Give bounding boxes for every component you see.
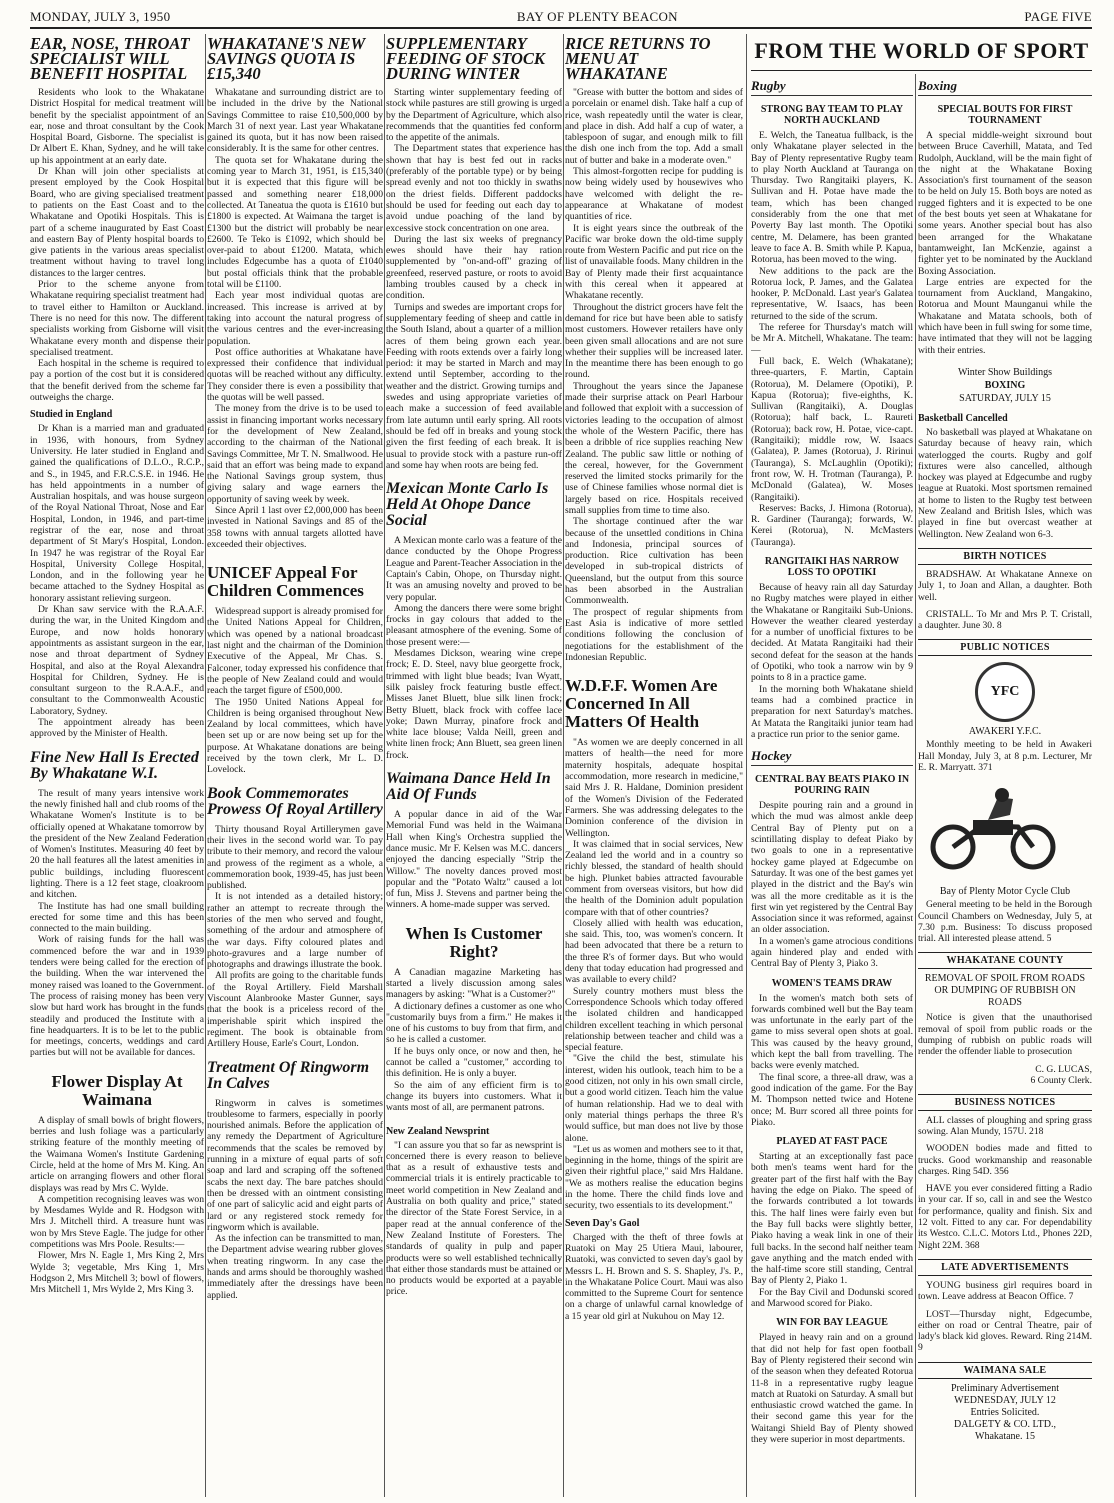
article-paragraph: Closely allied with health was education, she said. This, too, was women's concern. It had been advocated that there be a return to the three R's of former days. But who would deny that today education had progressed and was available to every child? xyxy=(565,917,743,986)
headline-wdff: W.D.F.F. Women Are Concerned In All Matters Of Health xyxy=(565,676,718,732)
business-notice: HAVE you ever considered fitting a Radio in your car. If so, call in and see the Westco for performance, quality and finish. Six and 12 volt. Fitted to any car. For dependability its Westco. C.L.C. Motors Ltd., Phones 22D, Night 22M. 368 xyxy=(918,1183,1092,1251)
article-paragraph: The referee for Thursday's match will be Mr A. Mitchell, Whakatane. The team:— xyxy=(751,322,913,356)
article-paragraph: New additions to the pack are the Rotorua lock, P. James, and the Galatea hooker, P. McDonald. Last year's Galatea representative, W. Isaacs, has been returned to the side of the scrum. xyxy=(751,265,913,322)
section-boxing: Boxing xyxy=(918,78,1092,96)
article-paragraph: Flower, Mrs N. Eagle 1, Mrs King 2, Mrs Wylde 3; vegetable, Mrs King 1, Mrs Hodgson 2, Mrs Mitchell 3; bowl of flowers, Mrs Mitchell 1, Mrs Wylde 2, Mrs King 3. xyxy=(30,1250,204,1296)
article-paragraph: As the infection can be transmitted to man, the Department advise wearing rubber gloves when treating ringworm. In any case the hands and arms should be thoroughly washed immediately after the dressings have been applied. xyxy=(207,1233,383,1301)
column-1 xyxy=(30,34,204,1497)
headline-new-hall: Fine New Hall Is Erected By Whakatane W.I. xyxy=(30,748,199,782)
headline-supplementary-feeding: SUPPLEMENTARY FEEDING OF STOCK DURING WINTER xyxy=(386,34,545,83)
column-divider xyxy=(563,34,564,1497)
column-divider xyxy=(205,34,206,1497)
article-paragraph: The prospect of regular shipments from East Asia is indicative of more settled conditions following the conclusion of negotiations for the establishment of the Indonesian Republic. xyxy=(565,606,743,663)
article-paragraph: "Give the child the best, stimulate his interest, widen his outlook, teach him to be a good citizen, not only in his own small circle, but a good world citizen. Teach him the value of human relationship. Had we to deal with only material things perhaps the three R's would suffice, but man does not live by those alone. xyxy=(565,1053,743,1144)
article-paragraph: A competition recognising leaves was won by Mesdames Wylde and R. Hodgson with Mrs J. Mitchell third. A treasure hunt was won by Mrs Steve Eagle. The judge for other competitions was Mrs Poole. Results:— xyxy=(30,1193,204,1251)
header-rule xyxy=(30,27,1092,29)
public-notice: General meeting to be held in the Borough Council Chambers on Wednesday, July 5, at 7.30 p.m. Business: To discuss proposed trial. All interested please attend. 5 xyxy=(918,899,1092,945)
column-4 xyxy=(565,34,743,1497)
article-paragraph: Work of raising funds for the hall was commenced before the war and in 1939 tenders were being called for the erection of the building. When the war intervened the money raised was loaned to the Government. The process of raising money has been very slow but hard work has brought in the funds steadily and produced the Institute with a fine headquarters. It is to be let to the public for meetings, concerts, weddings and card parties but will not be available for dances. xyxy=(30,934,204,1059)
article-paragraph: A popular dance in aid of the War Memorial Fund was held in the Waimana Hall when King's Orchestra supplied the dance music. Mr F. Kelsen was M.C. dancers enjoyed the dancing especially "Strip the Willow." The novelty dances proved most popular and the "Potato Waltz" caused a lot of fun, Miss J. Stevens and partner being the winners. A home-made supper was served. xyxy=(386,809,562,911)
headline-rugby-team: STRONG BAY TEAM TO PLAY NORTH AUCKLAND xyxy=(760,104,904,126)
headline-central-bay: CENTRAL BAY BEATS PIAKO IN POURING RAIN xyxy=(754,774,910,797)
sale-line: Entries Solicited. xyxy=(970,1406,1040,1418)
column-divider xyxy=(746,34,747,1497)
article-paragraph: Reserves: Backs, J. Himona (Rotorua), R. Gardiner (Tauranga); forwards, W. Kerei (Rotorua), N. McMasters (Tauranga). xyxy=(751,502,913,548)
headline-rice: RICE RETURNS TO MENU AT WHAKATANE xyxy=(565,34,711,83)
page-number: PAGE FIVE xyxy=(1024,9,1092,24)
issue-date: MONDAY, JULY 3, 1950 xyxy=(30,9,171,24)
article-paragraph: Large entries are expected for the tournament from Auckland, Mangakino, Rotorua and Mount Maunganui while the Whakatane and Matata schools, both of which have been in full swing for some time, have intimated that they will not be lagging with their entries. xyxy=(918,276,1092,356)
subheading: New Zealand Newsprint xyxy=(386,1125,490,1137)
article-paragraph: Mesdames Dickson, wearing wine crepe frock; E. D. Steel, navy blue georgette frock, trimmed with light blue beads; Ivan Wyatt, silk paisley frock featuring bustle effect. Misses Janet Bluett, blue silk linen frock; Betty Bluett, black frock with coffee lace yoke; Dawn Murray, pinafore frock and white lace blouse; Valda Neill, green and white linen frock; Ann Bluett, sea green linen frock. xyxy=(386,648,562,761)
article-paragraph: Ringworm in calves is sometimes troublesome to farmers, especially in poorly nourished animals. Before the application of any remedy the Department of Agriculture recommends that the scales be removed by running in a mixture of equal parts of soft soap and lard and scraping off the softened scabs the next day. The bare patches should then be dressed with an ointment consisting of one part of salicylic acid and eight parts of lard or any registered stock remedy for ringworm which is available. xyxy=(207,1097,383,1233)
public-notice: Monthly meeting to be held in Awakeri Hall Monday, July 3, at 8 p.m. Lecturer, Mr E. R. Marryatt. 371 xyxy=(918,739,1092,773)
headline-ringworm: Treatment Of Ringworm In Calves xyxy=(207,1058,370,1092)
headline-savings-quota: WHAKATANE'S NEW SAVINGS QUOTA IS £15,340 xyxy=(207,34,365,83)
article-paragraph: Starting winter supplementary feeding of stock while pastures are still growing is urged by the Department of Agriculture, which also recommends that the quantities fed conform to the appetite of the animals. xyxy=(386,87,562,144)
sale-line: WEDNESDAY, JULY 12 xyxy=(954,1394,1056,1406)
article-paragraph: Dr Khan is a married man and graduated in 1936, with honours, from Sydney University. He later studied in England and gained the qualifications of D.L.O., R.C.P., and S., in 1945, and F.R.C.S.E. in 1946. He has held appointments in a number of Australian hospitals, and was house surgeon of the Royal National Throat, Nose and Ear Hospital, London, in 1946, and part-time registrar of the ear, nose and throat department of St Mary's Hospital, London. In 1947 he was registrar of the Royal Ear Hospital, University College Hospital, London, and in the following year he became attached to the Sydney Hospital as honorary assistant relieving surgeon. xyxy=(30,423,204,604)
section-hockey: Hockey xyxy=(751,748,913,766)
article-paragraph: "Let us as women and mothers see to it that, beginning in the home, things of the spirit are given their rightful place," said Mrs Haldane. "We as mothers realise the education begins in the home. There the child finds love and security, two essentials to its development." xyxy=(565,1143,743,1212)
births-heading: BIRTH NOTICES xyxy=(918,548,1092,565)
article-paragraph: Throughout the years since the Japanese made their surprise attack on Pearl Harbour and followed that exploit with a succession of victories leading to the occupation of almost the whole of the Western Pacific, there has been a dribble of rice supplies reaching New Zealand. The public saw little or nothing of the cereal, however, for the Government reserved the limited stocks primarily for the use of Chinese families whose normal diet is largely based on rice. Hospitals received small supplies from time to time also. xyxy=(565,380,743,516)
business-notice: WOODEN bodies made and fitted to trucks. Good workmanship and reasonable charges. Ring 54D. 356 xyxy=(918,1143,1092,1177)
awakeri-heading: AWAKERI Y.F.C. xyxy=(968,726,1042,738)
headline-flower-display: Flower Display At Waimana xyxy=(51,1071,183,1109)
public-notices-heading: PUBLIC NOTICES xyxy=(918,639,1092,656)
article-paragraph: Whakatane and surrounding district are to be included in the drive by the National Savings Committee to raise £10,500,000 by March 31 of next year. Last year Whakatane gained its quota, but it has now been raised considerably. It is the same for other centres. xyxy=(207,87,383,155)
headline-specialist: EAR, NOSE, THROAT SPECIALIST WILL BENEFIT HOSPITAL xyxy=(30,34,190,83)
sale-notice xyxy=(918,1383,1092,1443)
boxing-venue: Winter Show Buildings xyxy=(957,366,1053,378)
headline-special-bouts: SPECIAL BOUTS FOR FIRST TOURNAMENT xyxy=(937,104,1073,126)
birth-notice: BRADSHAW. At Whakatane Annexe on July 1, to Joan and Allan, a daughter. Both well. xyxy=(918,568,1092,603)
newspaper-name: BAY OF PLENTY BEACON xyxy=(516,9,678,24)
article-paragraph: The 1950 United Nations Appeal for Children is being organised throughout New Zealand by local committees, which have been set up or are now being set up for the purpose. At Whakatane donations are being received by the town clerk, Mr L. D. Lovelock. xyxy=(207,696,383,776)
article-paragraph: All profits are going to the charitable funds of the Royal Artillery. Field Marshall Viscount Alanbrooke Master Gunner, says that the book is a priceless record of the imperishable spirit which inspired the regiment. The book is obtainable from Artillery House, Earle's Court, London. xyxy=(207,970,383,1050)
article-paragraph: Throughout the district grocers have felt the demand for rice but have been able to satisfy most customers. However retailers have only been given small allocations and are not sure whether their supplies will be increased later. In the meantime there has been enough to go round. xyxy=(565,301,743,381)
article-paragraph: The money from the drive is to be used to assist in financing important works necessary for the development of New Zealand, according to the chairman of the National Savings Committee, Mr T. N. Smallwood. He said that an effort was being made to expand the National Savings group system, thus giving salary and wage earners the opportunity of saving week by week. xyxy=(207,403,383,505)
column-2 xyxy=(207,34,383,1497)
article-paragraph: The quota set for Whakatane during the coming year to March 31, 1951, is £15,340 but it is expected that this figure will be passed and something nearer £18,000 collected. At Taneatua the quota is £1610 but £1800 is expected. At Waimana the target is £1300 but the district will probably be near £2600. Te Teko is £1092, which should be over-paid to about £1200. Matata, which includes Edgecumbe has a quota of £1040 but postal officials think that the probable total will be £1100. xyxy=(207,154,383,291)
article-paragraph: Thirty thousand Royal Artillerymen gave their lives in the second world war. To pay tribute to their memory, and record the valour and prowess of the regiment as a whole, a commemoration book, 1939-45, has just been published. xyxy=(207,823,383,892)
headline-royal-artillery: Book Commemorates Prowess Of Royal Artillery xyxy=(207,784,383,818)
sport-rule xyxy=(751,70,1092,71)
article-paragraph: A display of small bowls of bright flowers, berries and lush foliage was a particularly striking feature of the monthly meeting of the Waimana Women's Institute Gardening Circle, held at the home of Mrs M. King. An article on arranging flowers and other floral displays was read by Mrs C. Wylde. xyxy=(30,1114,204,1194)
sale-heading: WAIMANA SALE xyxy=(918,1362,1092,1379)
column-divider xyxy=(915,74,916,1497)
article-paragraph: "As women we are deeply concerned in all matters of health—the need for more maternity hospitals, adequate hospital accommodation, more research in medicine," said Mrs J. R. Haldane, Dominion president of the Women's Division of the Federated Farmers. She was addressing delegates to the Dominion conference of the division in Wellington. xyxy=(565,737,743,839)
article-paragraph: E. Welch, the Taneatua fullback, is the only Whakatane player selected in the Bay of Plenty representative Rugby team to play North Auckland at Tauranga on Thursday. Two Rangitaiki players, K. Sullivan and H. Potae have made the team, which has been changed considerably from the one that met Poverty Bay last month. The Opotiki centre, M. Delamere, has been granted leave to face A. B. Smith while P. Kapua, Rotorua, has been moved to the wing. xyxy=(751,130,913,266)
article-paragraph: In a women's game atrocious conditions again hindered play and ended with Central Bay of Plenty 3, Piako 3. xyxy=(751,935,913,970)
boxing-label: BOXING xyxy=(984,379,1026,391)
article-paragraph: Full back, E. Welch (Whakatane); three-quarters, F. Martin, Captain (Rotorua), M. Delamere (Opotiki), P. Kapua (Rotorua); five-eighths, K. Sullivan (Rangitaiki), A. Douglas (Rotorua); half back, L. Raureti (Rotorua); back row, H. Potae, vice-capt. (Rangitaiki); middle row, W. Isaacs (Galatea), P. James (Rotorua), J. Ririnui (Tauranga), S. McLaughlin (Opotiki); front row, W. H. Trotman (Tauranga), P. McDonald (Galatea), W. Moses (Rangitaiki). xyxy=(751,355,913,503)
article-paragraph: A special middle-weight sixround bout between Bruce Caverhill, Matata, and Ted Rudolph, Auckland, will be the main fight of the night at the Whakatane Boxing Association's first tournament of the season to be held on July 15. Both boys are noted as rugged fighters and it is expected to be one of the best bouts yet seen at Whakatane for some years. Another special bout has also been arranged for the Whakatane bantamweight, Ian McKenzie, against a fighter yet to be nominated by the Auckland Boxing Association. xyxy=(918,130,1092,277)
sport-title: FROM THE WORLD OF SPORT xyxy=(754,38,1089,63)
yfc-logo-text: YFC xyxy=(990,684,1020,700)
article-paragraph: Starting at an exceptionally fast pace both men's teams went hard for the greater part of the first half with the Bay having the edge on Piako. The speed of the forwards contributed a lot towards this. The half lines were fairly even but the Bay full backs were slightly better, Piako having a weak link in one of their full backs. In the second half neither team gave anything and the match ended with the half-time score still standing, Central Bay of Plenty 2, Piako 1. xyxy=(751,1151,913,1287)
article-paragraph: This almost-forgotten recipe for pudding is now being widely used by housewives who have welcomed with delight the re-appearance at Whakatane of modest quantities of rice. xyxy=(565,166,743,223)
motorcycle-illustration xyxy=(918,785,1068,875)
county-signature: C. G. LUCAS, xyxy=(1035,1063,1092,1075)
boxing-date: SATURDAY, JULY 15 xyxy=(959,392,1051,404)
boxing-notice xyxy=(918,366,1092,405)
article-paragraph: A Mexican monte carlo was a feature of the dance conducted by the Ohope Progress League and Parent-Teacher Association in the Captain's Cabin, Ohope, on Thursday night. It was an amusing novelty and proved to be very popular. xyxy=(386,535,562,603)
article-paragraph: Surely country mothers must bless the Correspondence Schools which today offered the isolated children and handicapped children excellent teaching in which personal relationship between teacher and child was a special feature. xyxy=(565,985,743,1054)
article-paragraph: Residents who look to the Whakatane District Hospital for medical treatment will benefit by the specialist appointment of an ear, nose and throat consultant by the Cook Hospital Board, Gisborne. The specialist is Dr Albert E. Khan, Sydney, and he will take up his appointment at an early date. xyxy=(30,87,204,166)
article-paragraph: The Department states that experience has shown that hay is best fed out in racks (preferably of the portable type) or by being spread evenly and not too thickly in swaths on the driest fields. Different paddocks should be used for feeding out each day to avoid undue poaching of the land by excessive stock concentration on one area. xyxy=(386,143,562,234)
article-paragraph: Each year most individual quotas are increased. This increase is arrived at by taking into account the natural progress of the various centres and the ever-increasing population. xyxy=(207,290,383,347)
article-paragraph: During the last six weeks of pregnancy ewes should have their hay ration supplemented by "on-and-off" grazing of greenfeed, reserved pasture, or roots to avoid lambing troubles caused by a check in condition. xyxy=(386,233,562,302)
article-paragraph: A dictionary defines a customer as one who "customarily buys from a firm." He makes it one of his customs to buy from that firm, and so he is called a customer. xyxy=(386,1000,562,1046)
article-paragraph: The shortage continued after the war because of the unsettled conditions in China and Indonesia, principal sources of production. Rice cultivation has been developed in sub-tropical districts of Queensland, but the output from this source has been absorbed in the Australian Commonwealth. xyxy=(565,516,743,607)
late-ad: LOST—Thursday night, Edgecumbe, either on road or Central Theatre, pair of lady's black kid gloves. Reward. Ring 214M. 9 xyxy=(918,1308,1092,1354)
article-paragraph: It is not intended as a detailed history; rather an attempt to recreate through the stories of the men who served and fought, something of the ardour and atmosphere of the war days. Fifty coloured plates and photo-gravures and a large number of photographs and drawings illustrate the book. xyxy=(207,891,383,971)
article-paragraph: Played in heavy rain and on a ground that did not help for fast open football Bay of Plenty registered their second win of the season when they defeated Rotorua 11-8 in a representative rugby league match at Ruatoki on Saturday. A small but enthusiastic crowd watched the game. In their second game this year for the Waitangi Shield Bay of Plenty showed they were superior in most departments. xyxy=(751,1332,913,1445)
business-heading: BUSINESS NOTICES xyxy=(918,1094,1092,1111)
headline-customer: When Is Customer Right? xyxy=(405,923,543,961)
article-paragraph: In the women's match both sets of forwards combined well but the Bay team was unfortunate in the early part of the game to miss several open shots at goal. This was caused by the heavy ground, which kept the ball from travelling. The backs were evenly matched. xyxy=(751,992,913,1072)
article-paragraph: So the aim of any efficient firm is to change its buyers into customers. What it wants most of all, are permanent patrons. xyxy=(386,1079,562,1114)
sale-line: Preliminary Advertisement xyxy=(950,1382,1060,1394)
article-paragraph: No basketball was played at Whakatane on Saturday because of heavy rain, which waterlogged the courts. Rugby and golf fixtures were also cancelled, although hockey was played at Edgecumbe and rugby league at Ruatoki. Most sportsmen remained at home to listen to the Rugby test between New Zealand and British Isles, which was played in fine but overcast weather at Wellington. New Zealand won 6-3. xyxy=(918,426,1092,540)
headline-womens-teams: WOMEN'S TEAMS DRAW xyxy=(771,977,893,989)
article-paragraph: Post office authorities at Whakatane have expressed their confidence that individual quotas will be reached without any difficulty. They consider there is even a possibility that the quotas will be well passed. xyxy=(207,346,383,404)
county-notice: Notice is given that the unauthorised removal of spoil from public roads or the dumping of rubbish on public roads will render the offender liable to prosecution xyxy=(918,1012,1092,1058)
article-paragraph: The result of many years intensive work the newly finished hall and club rooms of the Whakatane Women's Institute is to be officially opened at Whakatane tomorrow by the president of the New Zealand Federation of Women's Institutes. Measuring 40 feet by 20 the hall features all the latest amenities in public buildings, including fluorescent lighting. There is a 12 feet stage, cloakroom and kitchen. xyxy=(30,787,204,901)
motor-club-heading: Bay of Plenty Motor Cycle Club xyxy=(939,886,1071,898)
headline-bay-league: WIN FOR BAY LEAGUE xyxy=(776,1317,888,1329)
county-heading: WHAKATANE COUNTY xyxy=(918,952,1092,969)
article-paragraph: Widespread support is already promised for the United Nations Appeal for Children, which was opened by a national broadcast last night and the chairman of the Dominion Executive of the Appeal, Mr Chas. S. Falconer, today expressed his confidence that the people of New Zealand could and would reach the target figure of £500,000. xyxy=(207,606,383,697)
birth-notice: CRISTALL. To Mr and Mrs P. T. Cristall, a daughter. June 30. 8 xyxy=(918,608,1092,632)
article-paragraph: Since April 1 last over £2,000,000 has been invested in National Savings and 85 of the 358 towns with annual targets allotted have exceeded their objectives. xyxy=(207,504,383,550)
article-paragraph: The final score, a three-all draw, was a good indication of the game. For the Bay M. Thompson netted twice and Hotene once; M. Burr scored all three points for Piako. xyxy=(751,1071,913,1128)
subheading: Studied in England xyxy=(30,409,113,421)
article-paragraph: In the morning both Whakatane shield teams had a combined practice in preparation for next Saturday's matches. At Matata the Rangitaiki junior team had a practice run prior to the senior game. xyxy=(751,683,913,740)
headline-monte-carlo: Mexican Monte Carlo Is Held At Ohope Dance Social xyxy=(386,480,549,530)
article-paragraph: It is eight years since the outbreak of the Pacific war broke down the old-time supply route from Western Pacific and put rice on the list of unavailable foods. Many children in the Bay of Plenty made their first acquaintance with this cereal when it appeared at Whakatane recently. xyxy=(565,222,743,302)
article-paragraph: "Grease with butter the bottom and sides of a porcelain or enamel dish. Take half a cup of rice, wash repeatedly until the water is clear, and place in dish. Add half a cup of water, a tablespoon of sugar, and enough milk to fill the dish one inch from the top. Add a small nut of butter and bake in a moderate oven." xyxy=(565,87,743,166)
county-title: REMOVAL OF SPOIL FROM ROADS OR DUMPING OF RUBBISH ON ROADS xyxy=(924,973,1086,1009)
page-header xyxy=(30,8,1092,26)
article-paragraph: The Institute has had one small building erected for some time and this has been connected to the main building. xyxy=(30,900,204,935)
article-paragraph: The appointment already has been approved by the Minister of Health. xyxy=(30,717,204,740)
article-paragraph: If he buys only once, or now and then, he cannot be called a "customer," according to this definition. He is only a buyer. xyxy=(386,1045,562,1080)
article-paragraph: It was claimed that in social services, New Zealand led the world and in a country so richly blessed, the standard of health should be high. Plunket babies attracted favourable comment from overseas visitors, but how did the health of the Dominion adult population compare with that of other countries? xyxy=(565,838,743,918)
headline-unicef: UNICEF Appeal For Children Commences xyxy=(207,563,364,601)
article-paragraph: Despite pouring rain and a ground in which the mud was almost ankle deep Central Bay of Plenty put on a scintillating display to defeat Piako by two goals to one in a representative hockey game played at Edgecumbe on Saturday. It was one of the best games yet played in the district and the Bay's win was all the more creditable as it is the first win yet registered by the Central Bay Association since it was reformed, against an older association. xyxy=(751,800,913,936)
business-notice: ALL classes of ploughing and spring grass sowing. Alan Mundy, 157U. 218 xyxy=(918,1114,1092,1137)
article-paragraph: "I can assure you that so far as newsprint is concerned there is every reason to believe that as a result of exhaustive tests and commercial trials it is entirely practicable to meet world competition in New Zealand and Australia on both quality and price," stated the director of the State Forest Service, in a paper read at the annual conference of the New Zealand Institute of Foresters. The standards of quality in pulp and paper products were so well established technically that either those standards must be attained or no products would be exported at a payable price. xyxy=(386,1139,562,1298)
column-6 xyxy=(918,76,1092,1497)
yfc-logo xyxy=(975,662,1035,722)
article-paragraph: Turnips and swedes are important crops for supplementary feeding of sheep and cattle in the South Island, about a quarter of a million acres of them being grown each year. Feeding with roots extends over a fairly long period: it may be started in March and may extend until September, according to the weather and the district. Growing turnips and swedes and using appropriate varieties of each make a succession of feed available from late autumn until early spring. All roots should be fed off in breaks and young stock given the first feeding of each break. It is usual to provide stock with a pasture run-off and some hay when roots are being fed. xyxy=(386,301,562,471)
late-heading: LATE ADVERTISEMENTS xyxy=(918,1259,1092,1276)
headline-rangitaiki: RANGITAIKI HAS NARROW LOSS TO OPOTIKI xyxy=(764,555,900,578)
article-paragraph: For the Bay Civil and Dodunski scored and Marwood scored for Piako. xyxy=(751,1286,913,1310)
column-3 xyxy=(386,34,562,1497)
column-5 xyxy=(751,76,913,1497)
article-paragraph: Among the dancers there were some bright frocks in gay colours that added to the pleasant atmosphere of the evening. Some of those present were:— xyxy=(386,602,562,648)
article-paragraph: Because of heavy rain all day Saturday no Rugby matches were played in either the Whakatane or Rangitaiki Sub-Unions. However the weather cleared yesterday for a number of unofficial fixtures to be decided. At Matata Rangitaiki had their second defeat for the season at the hands of Opotiki, who took a narrow win by 9 points to 8 in a practice game. xyxy=(751,581,913,684)
column-divider xyxy=(384,34,385,1497)
article-paragraph: Dr Khan saw service with the R.A.A.F. during the war, in the United Kingdom and Europe, and now holds honorary appointments as assistant surgeon in the ear, nose and throat department of Sydney Hospital, and also at the Royal Alexandra Hospital for Children, Sydney. He is consultant surgeon to the R.A.A.F., and consultant to the Commonwealth Acoustic Laboratory, Sydney. xyxy=(30,604,204,717)
county-clerk: 6 County Clerk. xyxy=(1030,1074,1092,1086)
late-ad: YOUNG business girl requires board in town. Leave address at Beacon Office. 7 xyxy=(918,1279,1092,1303)
article-paragraph: Prior to the scheme anyone from Whakatane requiring specialist treatment had to travel either to Hamilton or Auckland. There is no need for this now. The different specialists working from Gisborne will visit Whakatane every month and dispense their specialised treatment. xyxy=(30,279,204,358)
article-paragraph: Charged with the theft of three fowls at Ruatoki on May 25 Utiera Maui, labourer, Ruatoki, was convicted to seven day's gaol by Messrs L. H. Brown and S. S. Shapley, J's. P., in the Whakatane Police Court. Maui was also committed to the Supreme Court for sentence on a charge of unlawful carnal knowledge of a 15 year old girl at Nukuhou on May 12. xyxy=(565,1231,743,1322)
section-rugby: Rugby xyxy=(751,78,913,96)
sale-line: Whakatane. 15 xyxy=(975,1430,1035,1442)
subheading: Seven Day's Gaol xyxy=(565,1217,640,1229)
headline-fast-pace: PLAYED AT FAST PACE xyxy=(776,1136,888,1148)
headline-waimana-dance: Waimana Dance Held In Aid Of Funds xyxy=(386,770,551,804)
sale-line: DALGETY & CO. LTD., xyxy=(953,1418,1057,1430)
article-paragraph: Dr Khan will join other specialists at present employed by the Cook Hospital Board, who are giving specialised treatment to patients on the East Coast and to the Whakatane and Opotiki Hospitals. This is part of a scheme inaugurated by East Coast and eastern Bay of Plenty hospital boards to give patients in the various areas specialist treatment without having to travel long distances to the larger centres. xyxy=(30,166,204,279)
article-paragraph: A Canadian magazine Marketing has started a lively discussion among sales managers by asking: "What is a Customer?" xyxy=(386,966,562,1001)
subheading: Basketball Cancelled xyxy=(918,412,1008,424)
article-paragraph: Each hospital in the scheme is required to pay a portion of the cost but it is considered that the benefit derived from the scheme far outweighs the charge. xyxy=(30,358,204,404)
